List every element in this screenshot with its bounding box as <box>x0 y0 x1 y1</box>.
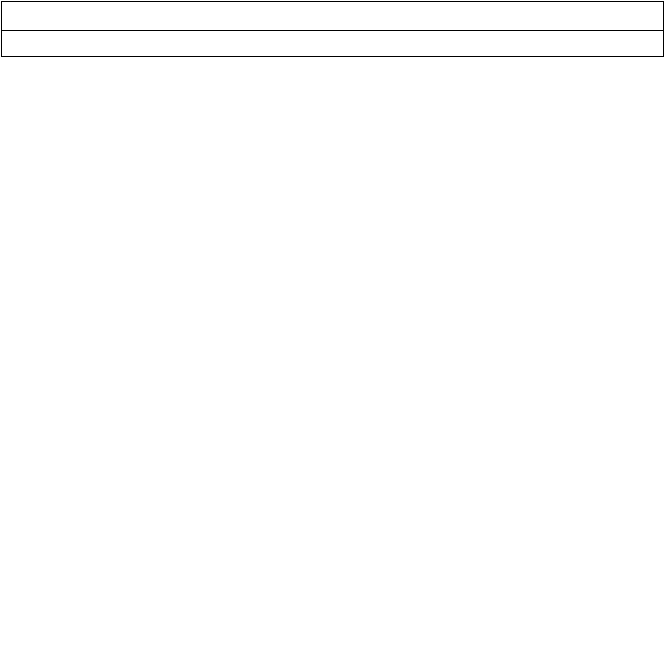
sheet-subtitle <box>1 31 664 57</box>
sheet-title <box>1 1 664 31</box>
